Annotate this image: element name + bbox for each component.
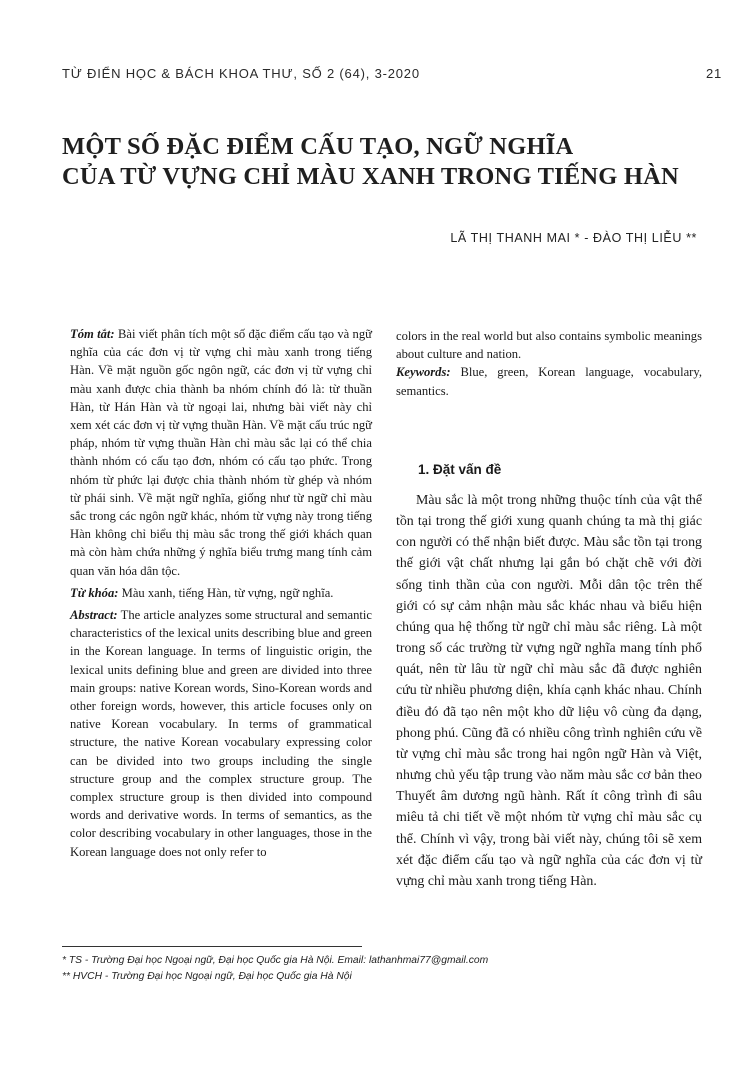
abstract-en-text: The article analyzes some structural and semantic characteristics of the lexical units describing blue and green in the Korean language. In terms of linguistic origin, the lexical units defining blue and green are divided into three main groups: native Korean words, Sino-Korean words and other foreign words, however, this article focuses only on native Korean vocabulary. In terms of grammatical structure, the native Korean vocabulary expressing color can be divided into two groups including the single structure group and the complex structure group. The complex structure group is then divided into compound words and derivative words. In terms of semantics, as the color describing vocabulary in other languages, those in the Korean language does not only refer to <box>70 608 373 859</box>
keywords-vi-label: Từ khóa: <box>70 585 119 600</box>
keywords-english <box>396 363 702 399</box>
body-text <box>396 490 702 892</box>
keywords-vietnamese <box>70 584 372 602</box>
abstract-vi-text: Bài viết phân tích một số đặc điểm cấu tạo và ngữ nghĩa của các đơn vị từ vựng chỉ màu xanh trong tiếng Hàn. Về mặt nguồn gốc ngôn ngữ, các đơn vị từ vựng chỉ màu xanh được chia thành ba nhóm chính đó là: từ thuần Hàn, từ Hán Hàn và từ ngoại lai, nhưng bài viết này chỉ xem xét các đơn vị từ vựng thuần Hàn. Về mặt cấu trúc ngữ pháp, nhóm từ vựng thuần Hàn chỉ màu sắc lại có thể chia thành nhóm có cấu tạo đơn, nhóm có cấu tạo phức. Trong nhóm từ phức lại được chia thành nhóm từ ghép và nhóm từ phái sinh. Về mặt ngữ nghĩa, giống như từ ngữ chỉ màu sắc trong các ngôn ngữ khác, nhóm từ vựng này trong tiếng Hàn không chỉ biểu thị màu sắc trong thế giới khách quan mà còn hàm chứa những ý nghĩa biểu trưng mang tính cảm quan văn hóa dân tộc. <box>70 327 372 578</box>
footnote-2: ** HVCH - Trường Đại học Ngoại ngữ, Đại học Quốc gia Hà Nội <box>62 971 352 982</box>
title-line-1: MỘT SỐ ĐẶC ĐIỂM CẤU TẠO, NGỮ NGHĨA <box>62 133 574 160</box>
keywords-en-text: Blue, green, Korean language, vocabulary, semantics. <box>396 365 702 398</box>
body-paragraph: Màu sắc là một trong những thuộc tính của vật thể tồn tại trong thế giới xung quanh chúng ta mà thị giác con người có thể nhận biết được. Màu sắc tồn tại trong thế giới vật chất nhưng lại gắn bó chặt chẽ với đời sống tinh thần của con người. Mỗi dân tộc trên thế giới có sự cảm nhận màu sắc khác nhau và biểu hiện chúng qua hệ thống từ ngữ chỉ màu sắc riêng. Là một trong số các trường từ vựng ngữ nghĩa mang tính phổ quát, nên từ lâu từ ngữ chỉ màu sắc đã được nghiên cứu từ nhiều phương diện, khía cạnh khác nhau. Chính điều đó đã tạo nên một kho dữ liệu vô cùng đa dạng, phong phú. Cũng đã có nhiều công trình nghiên cứu về từ vựng chỉ màu sắc trong hai ngôn ngữ Hàn và Việt, nhưng chủ yếu tập trung vào năm màu sắc cơ bản theo Thuyết âm dương ngũ hành. Rất ít công trình đi sâu miêu tả chi tiết về một nhóm từ vựng chỉ màu sắc cụ thể. Chính vì vậy, trong bài viết này, chúng tôi sẽ xem xét đặc điểm cấu tạo và ngữ nghĩa của các đơn vị từ vựng chỉ màu xanh trong tiếng Hàn. <box>396 493 702 889</box>
keywords-en-label: Keywords: <box>396 365 451 380</box>
footnotes <box>62 953 722 985</box>
abstract-vietnamese <box>70 325 372 580</box>
keywords-vi-text: Màu xanh, tiếng Hàn, từ vựng, ngữ nghĩa. <box>121 585 334 600</box>
article-title <box>62 132 722 192</box>
abstract-en-label: Abstract: <box>70 608 118 623</box>
title-line-2: CỦA TỪ VỰNG CHỈ MÀU XANH TRONG TIẾNG HÀN <box>62 163 679 190</box>
abstract-english <box>70 606 372 861</box>
left-column <box>70 325 372 861</box>
page-number: 21 <box>705 66 722 81</box>
running-head <box>62 66 722 81</box>
footnote-divider <box>62 946 362 947</box>
abstract-en-continuation: colors in the real world but also contains symbolic meanings about culture and nation. <box>396 329 702 362</box>
journal-running-title: TỪ ĐIỂN HỌC & BÁCH KHOA THƯ, SỐ 2 (64), 3-2020 <box>62 66 420 81</box>
section-heading: 1. Đặt vấn đề <box>418 462 502 477</box>
right-column-abstract <box>396 327 702 400</box>
footnote-1: * TS - Trường Đại học Ngoại ngữ, Đại học Quốc gia Hà Nội. Email: lathanhmai77@gmail.com <box>62 955 489 966</box>
authors: LÃ THỊ THANH MAI * - ĐÀO THỊ LIỄU ** <box>450 231 697 245</box>
abstract-vi-label: Tóm tắt: <box>70 327 115 341</box>
